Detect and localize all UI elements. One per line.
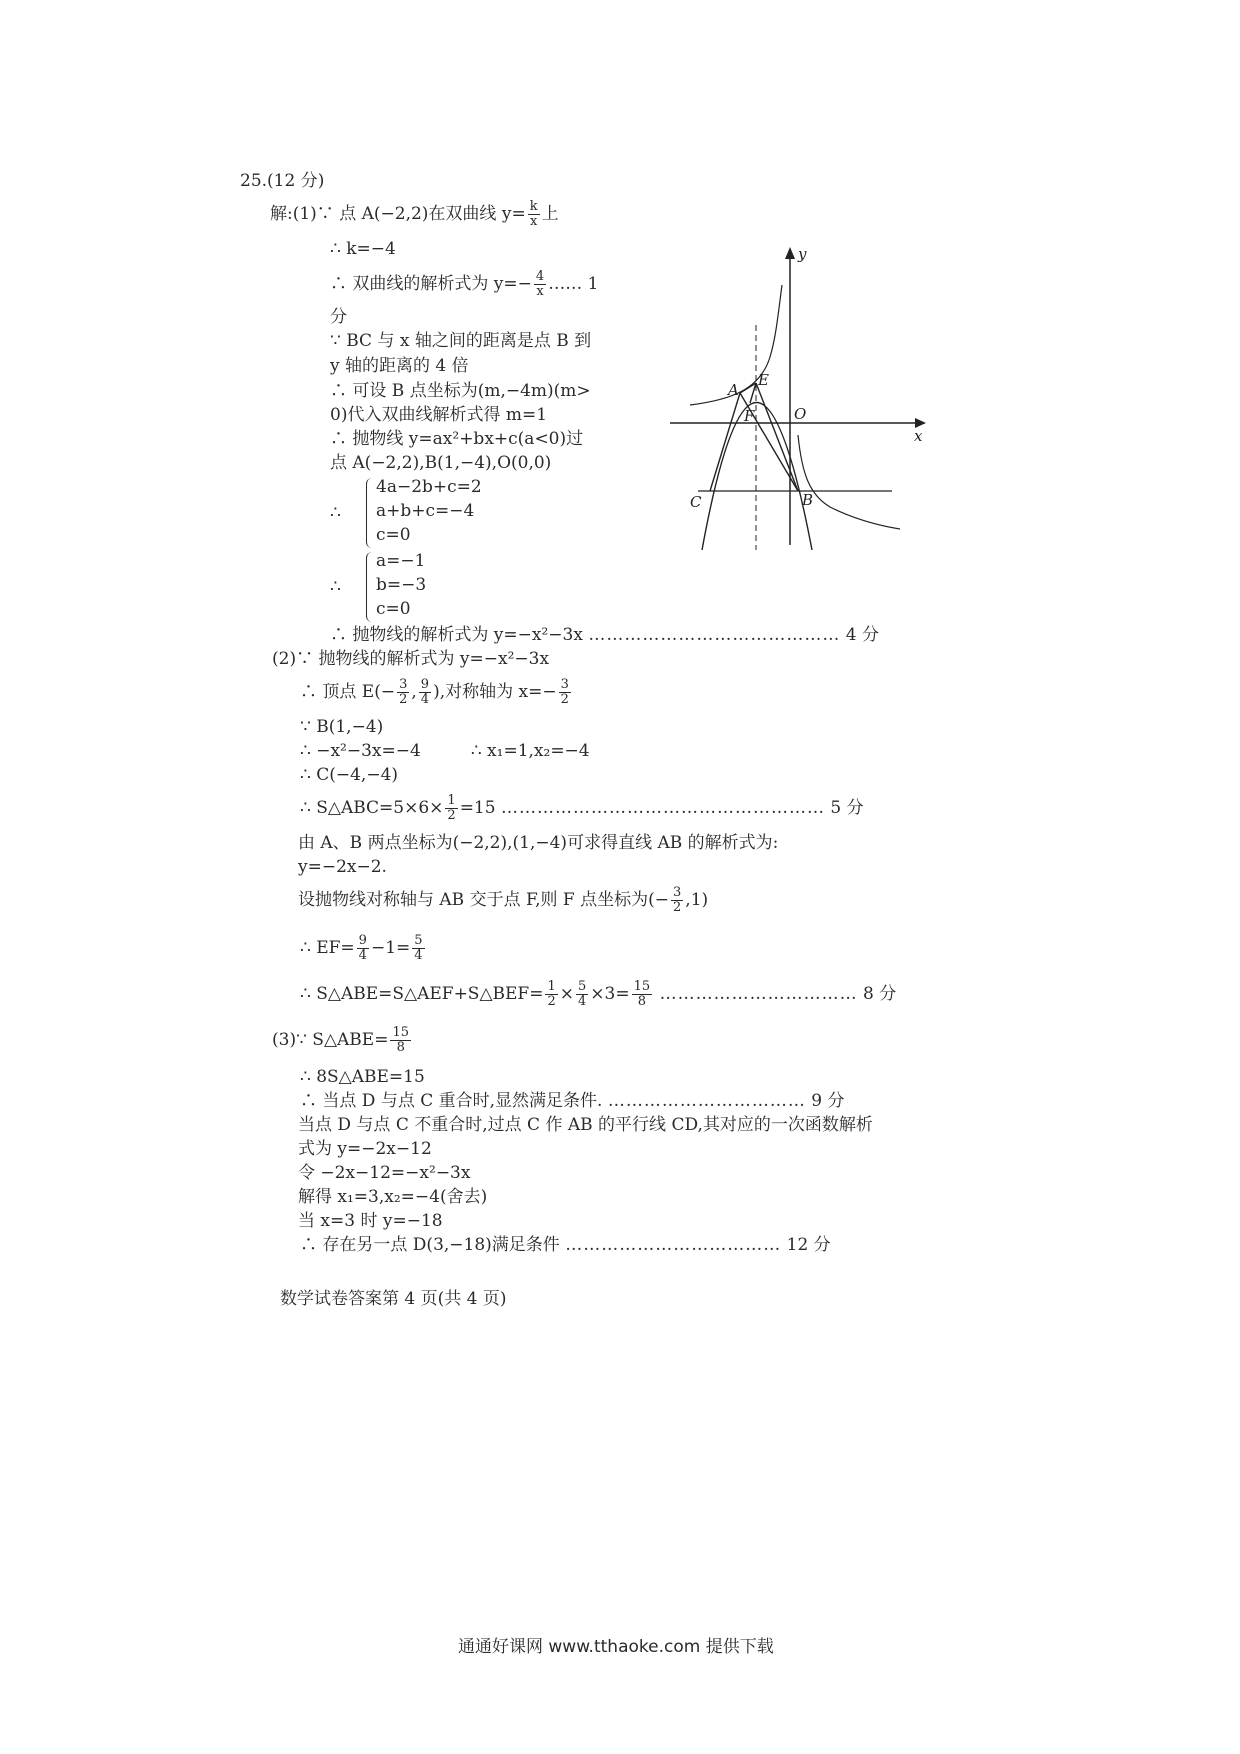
label-F: F [744, 407, 755, 425]
fraction: $\frac{5}{4}$ [414, 933, 423, 963]
part1-line-10: 点 A(−2,2),B(1,−4),O(0,0) [330, 453, 552, 473]
label-O: O [794, 405, 807, 423]
part2-line-6: ∴ S△ABC=5×6× $\frac{1}{2}$ =15 ……………………………………………… 5 分 [300, 793, 864, 823]
fraction: $\frac{3}{2}$ [673, 885, 682, 915]
parabola-hyperbola-figure [670, 245, 930, 555]
part2-line-7: 由 A、B 两点坐标为(−2,2),(1,−4)可求得直线 AB 的解析式为: [298, 833, 779, 853]
label-y: y [798, 245, 807, 263]
segment-AC [710, 393, 740, 491]
part2-line-8: y=−2x−2. [298, 857, 387, 877]
label-x: x [914, 427, 923, 445]
fraction: $\frac{5}{4}$ [578, 979, 587, 1009]
part3-line-9: ∴ 存在另一点 D(3,−18)满足条件 ……………………………… 12 分 [300, 1235, 831, 1255]
system1-eq-2: a+b+c=−4 [376, 501, 475, 521]
part3-line-4: 当点 D 与点 C 不重合时,过点 C 作 AB 的平行线 CD,其对应的一次函数解析 [298, 1115, 873, 1135]
part3-line-2: ∴ 8S△ABE=15 [300, 1067, 425, 1087]
part1-line-11: ∴ 抛物线的解析式为 y=−x²−3x …………………………………… 4 分 [330, 625, 879, 645]
fraction: $\frac{1}{2}$ [547, 979, 556, 1009]
part3-line-7: 解得 x₁=3,x₂=−4(舍去) [298, 1187, 488, 1207]
part2-line-1: (2)∵ 抛物线的解析式为 y=−x²−3x [272, 649, 550, 669]
part1-line-8: 0)代入双曲线解析式得 m=1 [330, 405, 548, 425]
system1-eq-1: 4a−2b+c=2 [376, 477, 482, 497]
label-E: E [758, 371, 769, 389]
system1-eq-3: c=0 [376, 525, 411, 545]
system2-eq-2: b=−3 [376, 575, 427, 595]
system2-therefore: ∴ [330, 577, 341, 597]
fraction: $\frac{15}{8}$ [392, 1025, 409, 1055]
parabola [702, 403, 812, 551]
part3-line-6: 令 −2x−12=−x²−3x [298, 1163, 471, 1183]
text: 解:(1)∵ 点 A(−2,2)在双曲线 y= [270, 204, 526, 224]
part1-line-2: ∴ k=−4 [330, 239, 396, 259]
site-footer: 通通好课网 www.tthaoke.com 提供下载 [458, 1637, 774, 1657]
system2-brace [366, 552, 373, 622]
part3-line-3: ∴ 当点 D 与点 C 重合时,显然满足条件. …………………………… 9 分 [300, 1091, 845, 1111]
part2-line-9: 设抛物线对称轴与 AB 交于点 F,则 F 点坐标为(− $\frac{3}{2}$ ,1) [298, 885, 709, 915]
part2-line-5: ∴ C(−4,−4) [300, 765, 399, 785]
fraction: $\frac{9}{4}$ [358, 933, 367, 963]
part1-line-9: ∴ 抛物线 y=ax²+bx+c(a<0)过 [330, 429, 584, 449]
part1-line-5: ∵ BC 与 x 轴之间的距离是点 B 到 [330, 331, 592, 351]
fraction: $\frac{4}{x}$ [535, 269, 545, 299]
label-A: A [728, 381, 739, 399]
problem-header: 25.(12 分) [240, 171, 325, 191]
part3-line-1: (3)∵ S△ABE= $\frac{15}{8}$ [272, 1025, 409, 1055]
part2-line-2: ∴ 顶点 E(− $\frac{3}{2}$ , $\frac{9}{4}$ ),对称轴为 x=− $\frac{3}{2}$ [300, 677, 569, 707]
fraction: $\frac{1}{2}$ [447, 793, 456, 823]
system1-therefore: ∴ [330, 503, 341, 523]
label-B: B [802, 491, 814, 509]
part1-line-6: y 轴的距离的 4 倍 [330, 356, 469, 376]
fraction: $\frac{15}{8}$ [633, 979, 651, 1009]
part2-line-4: ∴ −x²−3x=−4 ∴ x₁=1,x₂=−4 [300, 741, 590, 761]
part3-line-5: 式为 y=−2x−12 [298, 1139, 432, 1159]
part3-line-8: 当 x=3 时 y=−18 [298, 1211, 443, 1231]
part1-line-1: 解:(1)∵ 点 A(−2,2)在双曲线 y= $\frac{k}{x}$ 上 [270, 199, 559, 229]
y-axis-arrow [785, 247, 795, 259]
system2-eq-3: c=0 [376, 599, 411, 619]
fraction: $\frac{9}{4}$ [420, 677, 430, 707]
system1-brace [366, 478, 373, 548]
part1-line-7: ∴ 可设 B 点坐标为(m,−4m)(m> [330, 381, 591, 401]
fraction: $\frac{3}{2}$ [399, 677, 408, 707]
label-C: C [690, 493, 702, 511]
fraction: $\frac{k}{x}$ [529, 199, 538, 229]
fraction: $\frac{3}{2}$ [560, 677, 569, 707]
part2-line-10: ∴ EF= $\frac{9}{4}$ −1= $\frac{5}{4}$ [300, 933, 423, 963]
part2-line-11: ∴ S△ABE=S△AEF+S△BEF= $\frac{1}{2}$ × $\frac{5}{4}$ ×3= $\frac{15}{8}$ …………………………… 8 分 [300, 979, 897, 1009]
part1-line-4: 分 [330, 307, 347, 327]
page-footer: 数学试卷答案第 4 页(共 4 页) [280, 1289, 507, 1309]
part2-line-3: ∵ B(1,−4) [300, 717, 384, 737]
part1-line-3: ∴ 双曲线的解析式为 y=− $\frac{4}{x}$ …… 1 [330, 269, 599, 299]
hyperbola-branch-right [798, 435, 900, 529]
segment-EB [756, 383, 798, 491]
system2-eq-1: a=−1 [376, 551, 426, 571]
